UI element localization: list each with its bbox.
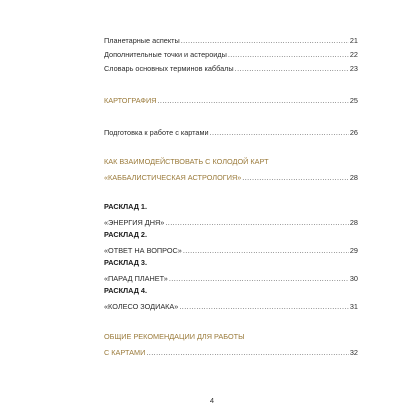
toc-leader-dots [146, 348, 349, 358]
toc-entry-page: 30 [349, 274, 358, 283]
toc-heading-spread-4: РАСКЛАД 4. [104, 286, 148, 295]
toc-entry-page: 28 [349, 173, 358, 182]
toc-entry-planet-parade[interactable] [104, 272, 358, 284]
toc-entry-label: С КАРТАМИ [104, 348, 146, 357]
toc-entry-label: «КОЛЕСО ЗОДИАКА» [104, 302, 179, 311]
toc-entry-label: Словарь основных терминов каббалы [104, 64, 234, 73]
toc-entry-asteroids[interactable] [104, 48, 358, 60]
toc-entry-label: Подготовка к работе с картами [104, 128, 209, 137]
toc-entry-page: 22 [349, 50, 358, 59]
toc-leader-dots [179, 302, 349, 312]
toc-leader-dots [242, 173, 349, 183]
toc-entry-label: «ПАРАД ПЛАНЕТ» [104, 274, 168, 283]
toc-leader-dots [210, 128, 349, 138]
toc-entry-label: «КАББАЛИСТИЧЕСКАЯ АСТРОЛОГИЯ» [104, 173, 242, 182]
toc-leader-dots [235, 64, 349, 74]
toc-entry-page: 31 [349, 302, 358, 311]
page-number: 4 [209, 396, 215, 405]
toc-heading-spread-3: РАСКЛАД 3. [104, 258, 148, 267]
toc-entry-with-cards[interactable] [104, 346, 358, 358]
toc-entry-answer-question[interactable] [104, 244, 358, 256]
toc-entry-planetary-aspects[interactable] [104, 34, 358, 46]
toc-entry-page: 25 [349, 96, 358, 105]
toc-entry-page: 21 [349, 36, 358, 45]
toc-leader-dots [157, 96, 348, 106]
toc-entry-label: «ОТВЕТ НА ВОПРОС» [104, 246, 182, 255]
toc-entry-zodiac-wheel[interactable] [104, 300, 358, 312]
toc-entry-page: 32 [349, 348, 358, 357]
toc-entry-page: 29 [349, 246, 358, 255]
toc-leader-dots [165, 218, 349, 228]
toc-heading-deck-interaction[interactable]: КАК ВЗАИМОДЕЙСТВОВАТЬ С КОЛОДОЙ КАРТ [104, 157, 269, 166]
toc-entry-kabbalah-glossary[interactable] [104, 62, 358, 74]
toc-heading-spread-1: РАСКЛАД 1. [104, 202, 148, 211]
toc-entry-page: 28 [349, 218, 358, 227]
toc-entry-page: 23 [349, 64, 358, 73]
toc-leader-dots [169, 274, 349, 284]
toc-entry-label: Планетарные аспекты [104, 36, 180, 45]
toc-heading-general-recommendations[interactable]: ОБЩИЕ РЕКОМЕНДАЦИИ ДЛЯ РАБОТЫ [104, 332, 245, 341]
toc-leader-dots [228, 50, 349, 60]
toc-heading-spread-2: РАСКЛАД 2. [104, 230, 148, 239]
toc-entry-label: КАРТОГРАФИЯ [104, 96, 157, 105]
toc-entry-energy-of-day[interactable] [104, 216, 358, 228]
toc-entry-label: «ЭНЕРГИЯ ДНЯ» [104, 218, 165, 227]
book-page [40, 0, 384, 420]
toc-entry-page: 26 [349, 128, 358, 137]
toc-entry-preparation[interactable] [104, 126, 358, 138]
toc-entry-label: Дополнительные точки и астероиды [104, 50, 227, 59]
toc-leader-dots [183, 246, 349, 256]
toc-entry-kabbalistic-astrology[interactable] [104, 171, 358, 183]
toc-entry-cartography[interactable] [104, 94, 358, 106]
toc-leader-dots [181, 36, 349, 46]
